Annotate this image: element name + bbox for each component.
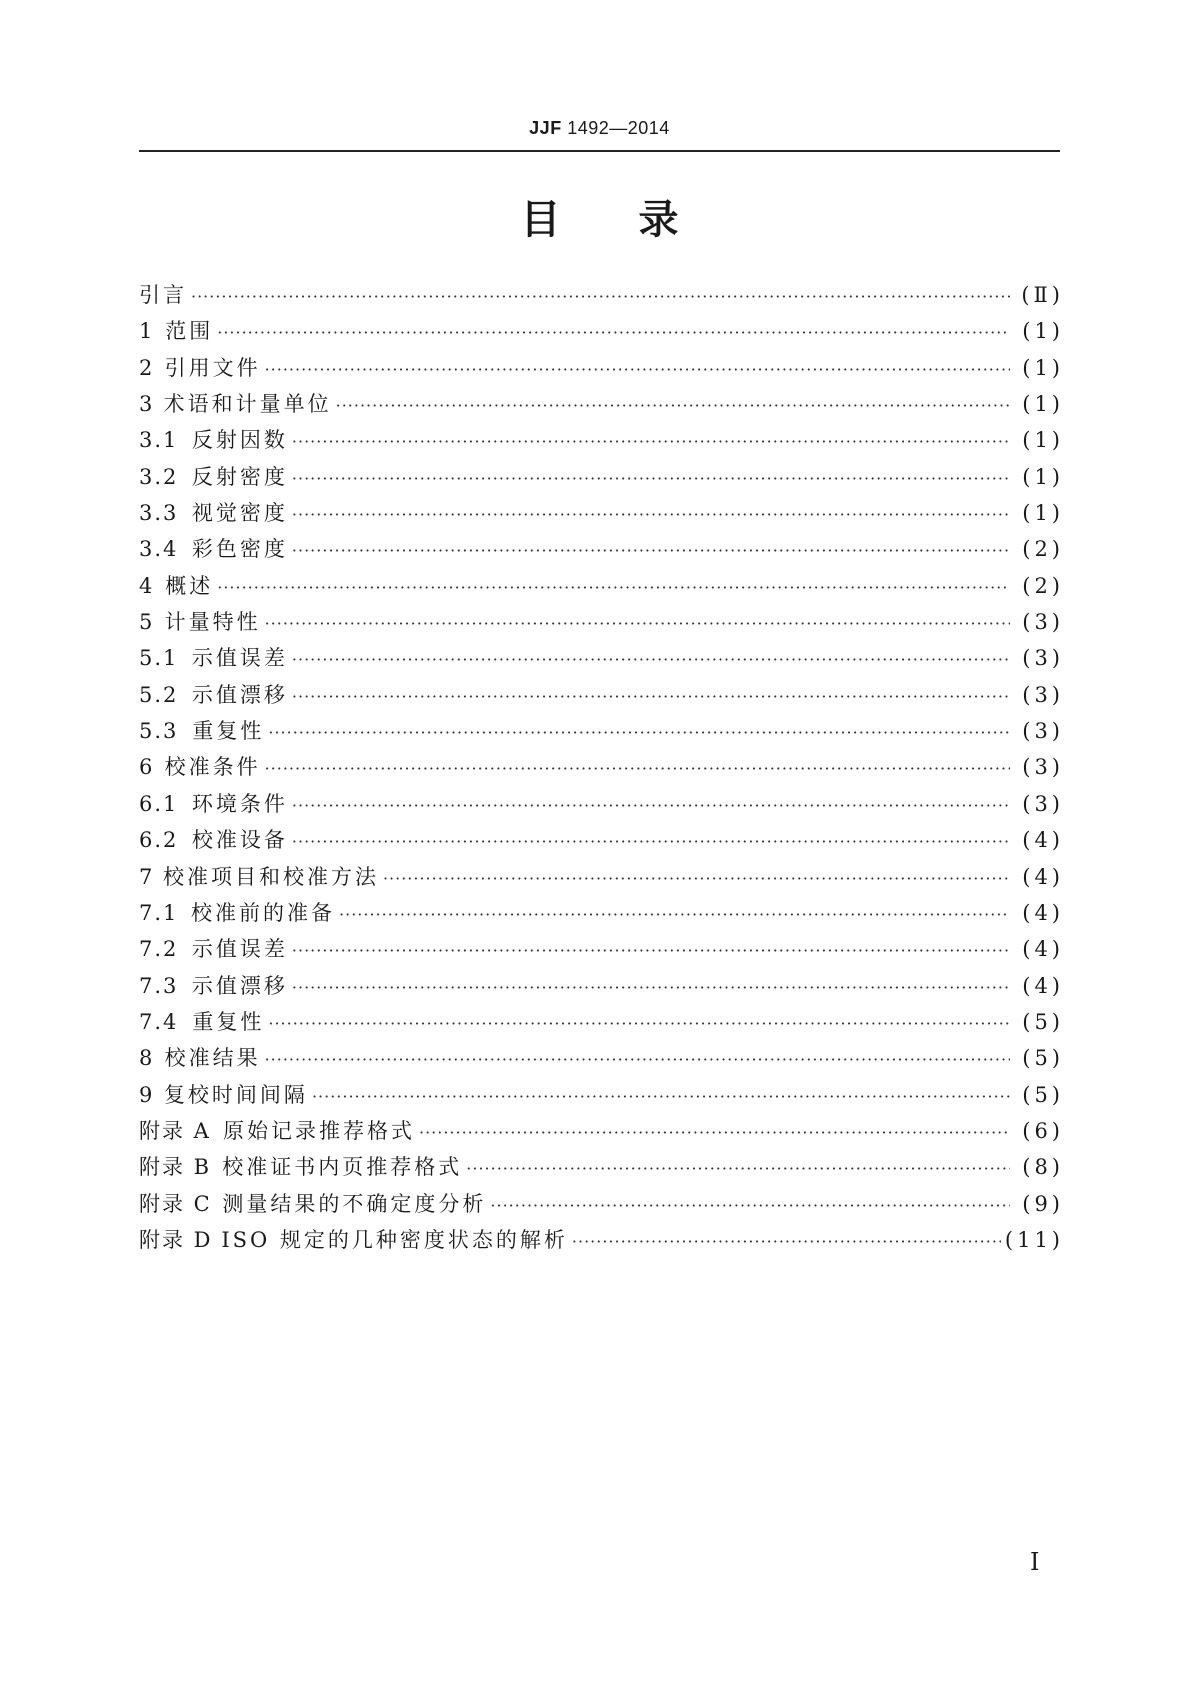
toc-entry-number: 3.2 (139, 464, 179, 489)
toc-entry-label: 术语和计量单位 (163, 392, 332, 417)
toc-entry-label: 示值误差 (191, 646, 288, 671)
toc-entry-number: 5 (139, 610, 155, 635)
toc-entry-label: 引用文件 (164, 355, 261, 380)
toc-entry[interactable] (139, 786, 1064, 822)
toc-entry-label: 原始记录推荐格式 (222, 1118, 415, 1143)
toc-leader-dots (265, 606, 1010, 642)
toc-leader-dots (292, 933, 1010, 969)
toc-entry-number: 8 (139, 1046, 155, 1071)
toc-leader-dots (292, 642, 1010, 678)
toc-entry[interactable] (139, 277, 1064, 313)
toc-entry-page: (3) (1022, 682, 1064, 707)
toc-leader-dots (268, 715, 1010, 751)
toc-entry-number: 附录 B (139, 1155, 212, 1180)
toc-entry-label: 校准前的准备 (191, 900, 336, 925)
toc-entry-number: 5.1 (139, 646, 179, 671)
toc-entry-label: 示值漂移 (191, 973, 288, 998)
toc-leader-dots (572, 1224, 1001, 1260)
toc-entry-number: 7.4 (139, 1009, 179, 1034)
toc-entry-number: 9 (139, 1082, 155, 1107)
toc-entry[interactable] (139, 422, 1064, 458)
toc-entry-number: 6.2 (139, 828, 179, 853)
toc-entry-label: 重复性 (192, 1009, 265, 1034)
toc-entry[interactable] (139, 677, 1064, 713)
toc-entry[interactable] (139, 749, 1064, 785)
toc-entry[interactable] (139, 604, 1064, 640)
toc-entry-number: 7.2 (139, 937, 179, 962)
toc-entry-label: 反射因数 (191, 428, 288, 453)
toc-entry-label: 示值漂移 (191, 682, 288, 707)
toc-entry-page: (2) (1022, 573, 1064, 598)
toc-entry[interactable] (139, 1077, 1064, 1113)
page-number: Ⅰ (1030, 1548, 1040, 1576)
toc-entry-label: 复校时间间隔 (163, 1082, 308, 1107)
toc-entry-label: ISO 规定的几种密度状态的解析 (221, 1227, 568, 1252)
toc-leader-dots (217, 315, 1010, 351)
toc-entry-page: (Ⅱ) (1021, 283, 1064, 307)
page-title: 目录 (520, 197, 757, 243)
standard-number: 1492—2014 (567, 118, 670, 138)
toc-entry-page: (1) (1022, 355, 1064, 380)
toc-entry[interactable] (139, 350, 1064, 386)
header-rule (139, 150, 1060, 152)
toc-leader-dots (292, 424, 1010, 460)
toc-entry-page: (3) (1022, 755, 1064, 780)
toc-entry-label: 校准结果 (164, 1046, 261, 1071)
toc-entry-page: (5) (1022, 1046, 1064, 1071)
toc-entry[interactable] (139, 713, 1064, 749)
toc-leader-dots (383, 861, 1010, 897)
toc-entry-page: (3) (1022, 646, 1064, 671)
toc-leader-dots (292, 679, 1010, 715)
toc-leader-dots (339, 897, 1010, 933)
toc-entry-label: 概述 (165, 573, 214, 598)
document-header (139, 118, 1060, 139)
toc-entry[interactable] (139, 968, 1064, 1004)
toc-entry-label: 示值误差 (191, 937, 288, 962)
toc-entry-label: 引言 (139, 283, 187, 307)
toc-entry[interactable] (139, 459, 1064, 495)
toc-entry[interactable] (139, 859, 1064, 895)
toc-entry-page: (2) (1022, 537, 1064, 562)
toc-entry-number: 3.4 (139, 537, 179, 562)
toc-entry-page: (6) (1022, 1118, 1064, 1143)
toc-entry-label: 重复性 (192, 719, 265, 744)
toc-entry-number: 7 (139, 864, 155, 889)
toc-leader-dots (191, 279, 1010, 315)
toc-entry-page: (8) (1022, 1155, 1064, 1180)
toc-leader-dots (292, 461, 1010, 497)
toc-entry[interactable] (139, 313, 1064, 349)
toc-leader-dots (292, 824, 1010, 860)
toc-entry-number: 6 (139, 755, 155, 780)
toc-entry[interactable] (139, 1222, 1064, 1258)
toc-entry-page: (11) (1004, 1227, 1064, 1252)
toc-entry-page: (1) (1022, 319, 1064, 344)
toc-leader-dots (292, 497, 1010, 533)
toc-entry-number: 4 (139, 573, 155, 598)
toc-entry-label: 校准证书内页推荐格式 (222, 1155, 463, 1180)
toc-leader-dots (265, 352, 1010, 388)
toc-entry[interactable] (139, 931, 1064, 967)
toc-entry-page: (5) (1022, 1009, 1064, 1034)
toc-leader-dots (466, 1151, 1010, 1187)
toc-entry-number: 7.3 (139, 973, 179, 998)
toc-entry-label: 校准条件 (164, 755, 261, 780)
toc-entry-page: (1) (1022, 428, 1064, 453)
toc-entry[interactable] (139, 640, 1064, 676)
toc-leader-dots (292, 533, 1010, 569)
toc-entry-label: 视觉密度 (191, 501, 288, 526)
toc-entry-page: (1) (1022, 501, 1064, 526)
toc-leader-dots (419, 1115, 1010, 1151)
toc-entry-page: (5) (1022, 1082, 1064, 1107)
toc-entry-page: (3) (1022, 791, 1064, 816)
toc-entry[interactable] (139, 1004, 1064, 1040)
toc-entry-number: 附录 A (139, 1118, 211, 1143)
table-of-contents (139, 277, 1064, 1258)
toc-entry[interactable] (139, 495, 1064, 531)
toc-leader-dots (268, 1006, 1010, 1042)
toc-entry[interactable] (139, 895, 1064, 931)
toc-entry[interactable] (139, 1149, 1064, 1185)
toc-entry-page: (4) (1022, 937, 1064, 962)
toc-leader-dots (336, 388, 1010, 424)
toc-entry-page: (4) (1022, 864, 1064, 889)
toc-entry-number: 5.3 (139, 719, 179, 744)
toc-entry-page: (1) (1022, 392, 1064, 417)
toc-entry-label: 测量结果的不确定度分析 (222, 1191, 487, 1216)
toc-leader-dots (265, 751, 1010, 787)
toc-entry-label: 反射密度 (191, 464, 288, 489)
toc-leader-dots (292, 970, 1010, 1006)
toc-entry[interactable] (139, 1186, 1064, 1222)
toc-entry[interactable] (139, 1040, 1064, 1076)
toc-entry-page: (4) (1022, 828, 1064, 853)
toc-entry-number: 3.3 (139, 501, 179, 526)
toc-entry-number: 7.1 (139, 900, 179, 925)
toc-entry-label: 彩色密度 (191, 537, 288, 562)
toc-entry-number: 5.2 (139, 682, 179, 707)
toc-entry-label: 环境条件 (191, 791, 288, 816)
toc-entry-number: 1 (139, 319, 155, 344)
toc-leader-dots (490, 1188, 1010, 1224)
toc-entry-label: 校准设备 (191, 828, 288, 853)
toc-entry[interactable] (139, 568, 1064, 604)
toc-entry-label: 校准项目和校准方法 (162, 864, 379, 889)
toc-entry-number: 2 (139, 355, 155, 380)
toc-entry-page: (3) (1022, 719, 1064, 744)
toc-entry-number: 6.1 (139, 791, 179, 816)
standard-code: JJF (529, 118, 562, 138)
toc-entry[interactable] (139, 822, 1064, 858)
toc-leader-dots (292, 788, 1010, 824)
toc-entry-number: 附录 C (139, 1191, 212, 1216)
toc-entry-page: (4) (1022, 973, 1064, 998)
toc-entry-number: 3 (139, 392, 155, 417)
toc-entry-page: (3) (1022, 610, 1064, 635)
toc-leader-dots (217, 570, 1010, 606)
toc-entry-page: (9) (1022, 1191, 1064, 1216)
toc-leader-dots (312, 1079, 1010, 1115)
toc-entry-page: (4) (1022, 900, 1064, 925)
toc-leader-dots (265, 1042, 1010, 1078)
toc-entry-page: (1) (1022, 464, 1064, 489)
toc-entry[interactable] (139, 531, 1064, 567)
toc-entry-number: 附录 D (139, 1227, 213, 1252)
toc-entry[interactable] (139, 1113, 1064, 1149)
toc-entry-label: 范围 (165, 319, 214, 344)
toc-entry-number: 3.1 (139, 428, 179, 453)
toc-entry[interactable] (139, 386, 1064, 422)
toc-entry-label: 计量特性 (164, 610, 261, 635)
